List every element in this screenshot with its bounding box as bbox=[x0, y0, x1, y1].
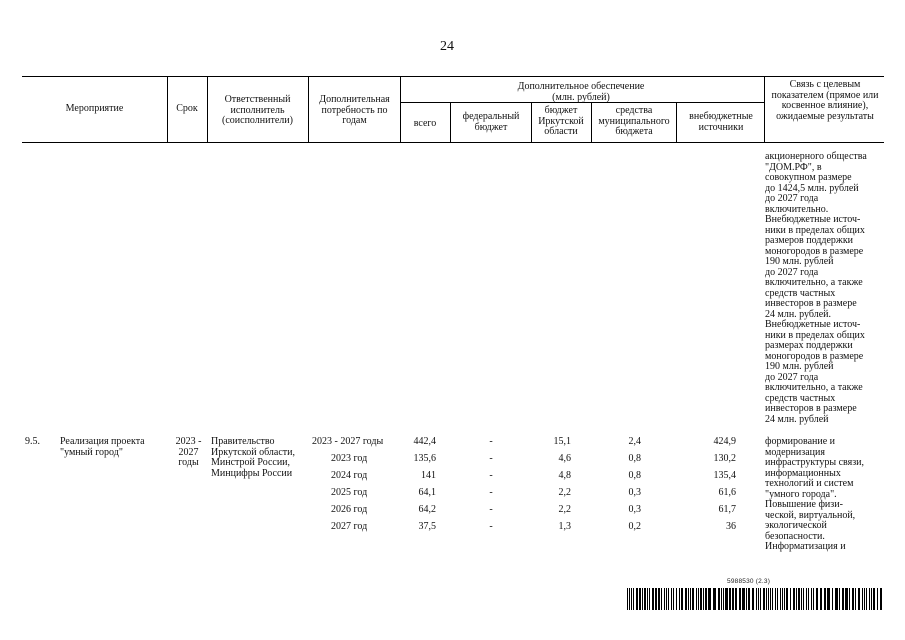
header-federal: федеральный бюджет bbox=[462, 111, 520, 133]
text-line: до 2027 года bbox=[765, 266, 819, 278]
header-funding-group: Дополнительное обеспечение (млн. рублей) bbox=[517, 81, 645, 103]
col-sep-9 bbox=[764, 76, 765, 142]
text-line: средств частных bbox=[765, 287, 836, 299]
total-value: 135,6 bbox=[413, 453, 436, 464]
activity-line: "умный город" bbox=[60, 446, 123, 458]
col-sep-8 bbox=[676, 102, 677, 142]
col-sep-5 bbox=[450, 102, 451, 142]
municipal-value: 0,8 bbox=[628, 470, 641, 481]
federal-value: - bbox=[489, 504, 493, 515]
expected-results bbox=[765, 437, 887, 553]
responsible-line: Минстрой России, bbox=[211, 457, 291, 468]
header-regional: бюджет Иркутской области bbox=[538, 105, 584, 137]
year-label: 2026 год bbox=[331, 504, 368, 515]
term-line: 2023 - bbox=[175, 436, 202, 447]
regional-value: 4,6 bbox=[558, 453, 571, 464]
result-line: модернизация bbox=[765, 446, 825, 458]
text-line: до 1424,5 млн. рублей bbox=[765, 182, 859, 194]
text-line: размерах поддержки bbox=[765, 340, 853, 351]
term-line: 2027 bbox=[178, 446, 199, 458]
col-sep-2 bbox=[207, 76, 208, 142]
regional-value: 2,2 bbox=[558, 487, 571, 498]
text-line: моногородов в размере bbox=[765, 245, 864, 257]
result-line: Повышение физи- bbox=[765, 499, 843, 510]
text-line: Внебюджетные источ- bbox=[765, 319, 861, 330]
text-line: 190 млн. рублей bbox=[765, 256, 834, 267]
header-total: всего bbox=[413, 118, 437, 129]
row-number: 9.5. bbox=[25, 436, 40, 447]
municipal-value: 0,2 bbox=[628, 521, 641, 532]
extrabudget-value: 130,2 bbox=[713, 453, 736, 464]
text-line: совокупном размере bbox=[765, 172, 852, 183]
result-line: безопасности. bbox=[765, 530, 825, 542]
term-line: годы bbox=[178, 457, 199, 468]
header-activity: Мероприятие bbox=[65, 103, 124, 114]
total-value: 64,1 bbox=[418, 487, 436, 498]
text-line: ники в пределах общих bbox=[765, 224, 865, 236]
year-label: 2024 год bbox=[331, 470, 368, 481]
regional-value: 4,8 bbox=[558, 470, 571, 481]
total-value: 442,4 bbox=[413, 436, 436, 447]
year-label: 2027 год bbox=[331, 521, 368, 532]
extrabudget-value: 36 bbox=[726, 521, 736, 532]
result-line: экологической bbox=[765, 520, 827, 531]
federal-value: - bbox=[489, 436, 493, 447]
municipal-value: 2,4 bbox=[628, 436, 641, 447]
table-top-border bbox=[22, 76, 884, 77]
text-line: инвесторов в размере bbox=[765, 298, 857, 309]
barcode-number: 5988530 (2.3) bbox=[727, 578, 771, 585]
header-municipal: средства муниципального бюджета bbox=[598, 105, 670, 137]
result-line: технологий и систем bbox=[765, 478, 854, 489]
header-need: Дополнительная потребность по годам bbox=[319, 94, 390, 126]
text-line: включительно. bbox=[765, 203, 829, 215]
text-line: до 2027 года bbox=[765, 193, 819, 204]
col-sep-7 bbox=[591, 102, 592, 142]
total-value: 64,2 bbox=[418, 504, 436, 515]
text-line: моногородов в размере bbox=[765, 350, 864, 362]
col-sep-6 bbox=[531, 102, 532, 142]
extrabudget-value: 424,9 bbox=[713, 436, 736, 447]
municipal-value: 0,8 bbox=[628, 453, 641, 464]
extrabudget-value: 61,6 bbox=[718, 487, 736, 498]
result-line: формирование и bbox=[765, 436, 836, 447]
federal-value: - bbox=[489, 521, 493, 532]
text-line: до 2027 года bbox=[765, 371, 819, 383]
responsible bbox=[211, 437, 309, 479]
text-line: средств частных bbox=[765, 392, 836, 404]
regional-value: 1,3 bbox=[558, 521, 571, 532]
year-label: 2025 год bbox=[331, 487, 368, 498]
municipal-value: 0,3 bbox=[628, 504, 641, 515]
text-line: размеров поддержки bbox=[765, 235, 854, 246]
result-line: Информатизация и bbox=[765, 541, 846, 552]
regional-value: 2,2 bbox=[558, 504, 571, 515]
extrabudget-value: 61,7 bbox=[718, 504, 736, 515]
responsible-line: Иркутской области, bbox=[211, 446, 295, 458]
term bbox=[170, 437, 207, 469]
page-number: 24 bbox=[440, 39, 454, 54]
text-line: ники в пределах общих bbox=[765, 329, 865, 341]
activity-line: Реализация проекта bbox=[60, 436, 145, 447]
text-line: 24 млн. рублей. bbox=[765, 308, 832, 320]
result-line: инфраструктуры связи, bbox=[765, 457, 865, 468]
barcode-image bbox=[627, 588, 883, 610]
municipal-value: 0,3 bbox=[628, 487, 641, 498]
responsible-line: Правительство bbox=[211, 436, 275, 447]
text-line: включительно, а также bbox=[765, 277, 863, 288]
continuation-text bbox=[765, 152, 887, 425]
table-header-bottom-border bbox=[22, 142, 884, 143]
result-line: "умного города". bbox=[765, 488, 837, 500]
text-line: 24 млн. рублей bbox=[765, 413, 829, 425]
header-extrabudget: внебюджетные источники bbox=[689, 111, 753, 133]
year-label: 2023 - 2027 годы bbox=[312, 436, 384, 447]
extrabudget-value: 135,4 bbox=[713, 470, 736, 481]
text-line: "ДОМ.РФ", в bbox=[765, 161, 822, 173]
result-line: информационных bbox=[765, 467, 841, 479]
federal-value: - bbox=[489, 470, 493, 481]
text-line: 190 млн. рублей bbox=[765, 361, 834, 372]
text-line: включительно, а также bbox=[765, 382, 863, 393]
federal-value: - bbox=[489, 453, 493, 464]
responsible-line: Минцифры России bbox=[211, 467, 293, 479]
col-sep-3 bbox=[308, 76, 309, 142]
header-link: Связь с целевым показателем (прямое или косвенное влияние), ожидаемые результаты bbox=[771, 79, 879, 122]
col-sep-4 bbox=[400, 76, 401, 142]
year-label: 2023 год bbox=[331, 453, 368, 464]
text-line: Внебюджетные источ- bbox=[765, 214, 861, 225]
text-line: акционерного общества bbox=[765, 151, 867, 162]
text-line: инвесторов в размере bbox=[765, 403, 857, 414]
regional-value: 15,1 bbox=[553, 436, 571, 447]
result-line: ческой, виртуальной, bbox=[765, 509, 856, 521]
federal-value: - bbox=[489, 487, 493, 498]
total-value: 141 bbox=[421, 470, 436, 481]
activity-name bbox=[60, 437, 165, 458]
header-term: Срок bbox=[176, 103, 198, 114]
total-value: 37,5 bbox=[418, 521, 436, 532]
header-responsible: Ответственный исполнитель (соисполнители) bbox=[222, 94, 293, 126]
